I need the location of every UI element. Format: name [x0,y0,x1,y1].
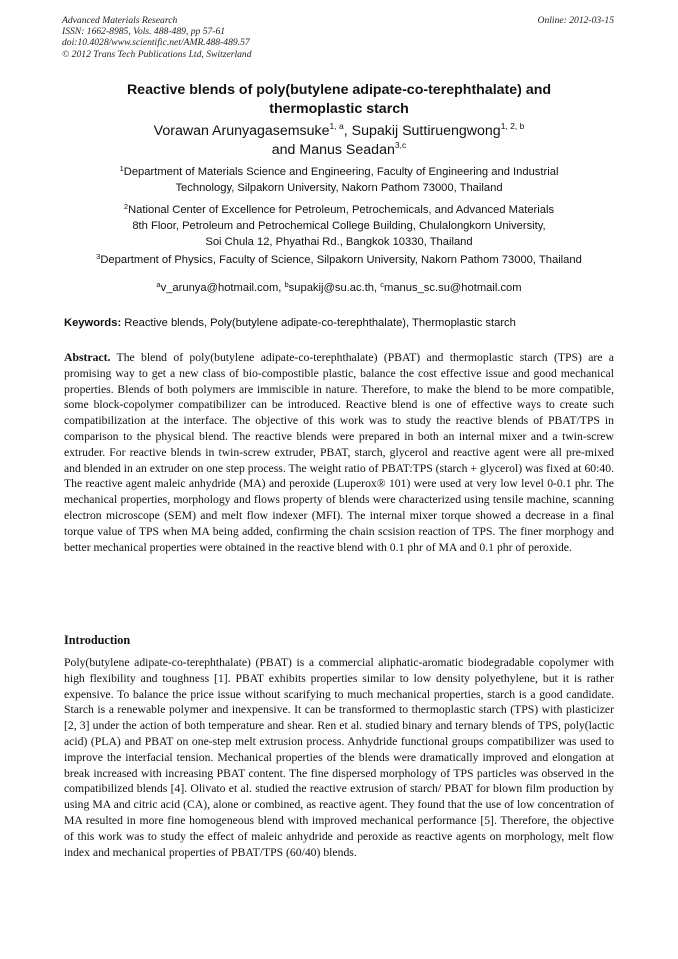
email-line [40,280,638,296]
email-a: v_arunya@hotmail.com, [160,282,285,294]
email-list [40,280,638,296]
author-line-1 [60,122,618,141]
abstract [64,350,614,555]
author-2: Supakij Suttiruengwong [351,123,501,139]
online-date: Online: 2012-03-15 [537,15,614,26]
introduction-body: Poly(butylene adipate-co-terephthalate) (PBAT) is a commercial aliphatic-aromatic biodegradable copolymer with high flexibility and toughness [1]. PBAT exhibits properties similar to low density polyethylene, but it is rather expensive. To balance the price issue without scarifying to much mechanical properties, starch is a good candidate. Starch is a renewable polymer and inexpensive. It can be transformed to thermoplastic starch (TPS) with plasticizer [2, 3] under the action of both temperature and shear. Ren et al. studied binary and ternary blends of TPS, poly(lactic acid) (PLA) and PBAT on one-step melt extrusion process. Anhydride functional groups compatibilizer was used to improve the interfacial tension. Mechanical properties of the blends were dramatically improved and elongation at break increased with increasing PBAT content. The fine dispersed morphology of TPS particles was observed in the compatibilized blends [4]. Olivato et al. studied the reactive extrusion of starch/ PBAT for blown film production by using MA and citric acid (CA), alone or combined, as reactive agent. They found that the use of low concentration of MA resulted in more fine homogeneous blend with improved mechanical performance [5]. Therefore, the objective of this work was to study the effect of maleic anhydride and peroxide as reactive agents on morphology, melt flow index and mechanical properties of PBAT/TPS (60/40) blends. [64,656,614,859]
paper-title [70,81,608,119]
author-1: Vorawan Arunyagasemsuke [153,123,330,139]
author-separator: , [343,123,352,139]
author-line-2 [60,141,618,160]
affiliation-2-line-3: Soi Chula 12, Phyathai Rd., Bangkok 10330, Thailand [205,236,473,248]
email-a-marker: a [156,280,161,289]
affiliation-1-line-1 [40,164,638,180]
affiliation-2-line-2: 8th Floor, Petroleum and Petrochemical College Building, Chulalongkorn University, [132,220,546,232]
introduction-heading: Introduction [64,633,131,647]
author-3-affil: 3,c [394,140,407,150]
author-3: Manus Seadan [299,142,395,158]
author-conjunction: and [271,142,300,158]
affiliation-2 [40,202,638,250]
affiliation-3-line-1 [40,252,638,268]
keywords-label: Keywords: [64,317,122,329]
keywords [64,316,616,331]
email-b-marker: b [284,280,289,289]
affiliation-1-line-2: Technology, Silpakorn University, Nakorn Pathom 73000, Thailand [175,182,503,194]
doi-line: doi:10.4028/www.scientific.net/AMR.488-489.57 [62,37,250,49]
author-list [60,122,618,160]
title-line-1: Reactive blends of poly(butylene adipate-co-terephthalate) and [126,82,552,98]
affiliation-3-text-1: Department of Physics, Faculty of Science, Silpakorn University, Nakorn Pathom 73000, Thailand [100,254,582,266]
abstract-text: The blend of poly(butylene adipate-co-terephthalate) (PBAT) and thermoplastic starch (TPS) are a promising way to get a new class of bio-compostible plastic, balance the cost effective issue and good mechanical properties. Blends of both polymers are immiscible in nature. Therefore, to make the blend to be more compatible, some block-copolymer compatibilizer can be introduced. Reactive blend is one of effective ways to create such compatibilization at the interface. The objective of this work was to study the reactive blends of PBAT/TPS in comparison to the physical blend. The reactive blends were prepared in both an internal mixer and a twin-screw extruder. For reactive blends in twin-screw extruder, PBAT, starch, glycerol and reactive agent were all pre-mixed and blended in an extruder on one step process. The weight ratio of PBAT:TPS (starch + glycerol) was fixed at 60:40. The reactive agent maleic anhydride (MA) and peroxide (Luperox® 101) were used at very low level 0-0.1 phr. The mechanical properties, morphology and flows property of blends were characterized using tensile machine, scanning electron microscope (SEM) and melt flow indexer (MFI). The internal mixer torque showed a decrease in a final torque value of TPS when MA being added, confirming the chain scsision reaction of TPS. The finer morphogy and better mechanical properties were obtained in the reactive blend with 0.1 phr of MA and 0.1 phr of peroxide. [64,351,614,554]
affiliation-1-marker: 1 [119,164,124,173]
journal-name: Advanced Materials Research [62,15,178,26]
journal-meta [62,15,252,60]
title-line-2: thermoplastic starch [269,101,409,117]
affiliation-2-text-1: National Center of Excellence for Petroleum, Petrochemicals, and Advanced Materials [128,204,555,216]
author-1-affil: 1, a [329,121,344,131]
affiliation-1-text-1: Department of Materials Science and Engineering, Faculty of Engineering and Industrial [123,166,559,178]
affiliation-3 [40,252,638,268]
affiliation-3-marker: 3 [96,252,101,261]
author-2-affil: 1, 2, b [500,121,525,131]
copyright-line: © 2012 Trans Tech Publications Ltd, Switzerland [62,48,252,60]
abstract-label: Abstract. [64,351,111,364]
affiliation-2-marker: 2 [123,202,129,211]
email-b: supakij@su.ac.th, [288,282,381,294]
affiliation-2-line-1 [40,202,638,218]
issn-line: ISSN: 1662-8985, Vols. 488-489, pp 57-61 [62,26,226,38]
affiliation-1 [40,164,638,196]
keywords-text: Reactive blends, Poly(butylene adipate-co-terephthalate), Thermoplastic starch [121,317,516,329]
email-c: manus_sc.su@hotmail.com [384,282,522,294]
email-c-marker: c [380,280,384,289]
